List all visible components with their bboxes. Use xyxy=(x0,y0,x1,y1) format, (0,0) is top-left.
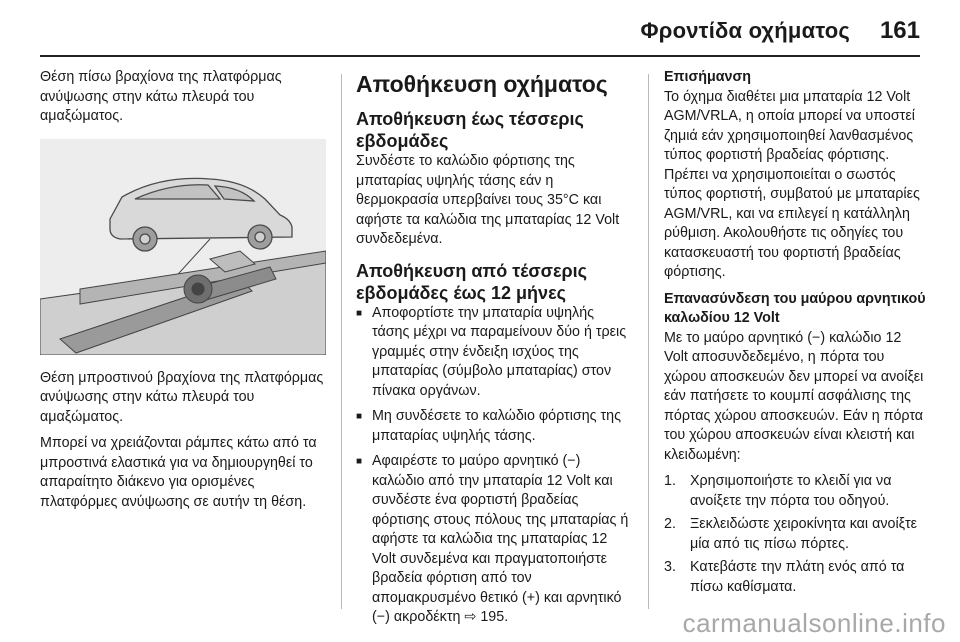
list-item xyxy=(664,558,926,597)
reconnect-text: Με το μαύρο αρνητικό (−) καλώδιο 12 Volt αποσυνδεδεμένο, η πόρτα του χώρου αποσκευών δεν μπορεί να ανοίξει εάν πατήσετε το κουμπί ασφάλισης της πόρτας χώρου αποσκευών. Εάν η πόρτα του χώρου αποσκευών είναι κλειστή και κλειδωμένη: xyxy=(664,329,924,463)
step-number: 2. xyxy=(664,516,676,532)
list-item xyxy=(664,472,926,511)
column-right xyxy=(664,68,926,601)
storage-twelve-months-heading: Αποθήκευση από τέσσερις εβδομάδες έως 12 μήνες xyxy=(356,260,588,303)
list-item: ■ Αφαιρέστε το μαύρο αρνητικό (−) καλώδιο από την μπαταρία 12 Volt και συνδέστε ένα φορτιστή βραδείας φόρτισης στους πόλους της μπαταρίας ή αφήστε τα καλώδια της μπαταρίας 12 Volt συνδεμένα και πραγματοποιήστε βραδεία φόρτιση από τον απομακρυσμένο θετικό (+) και αρνητικό (−) ακροδέκτη ⇨ 195. xyxy=(356,452,632,628)
list-item: ■ Αποφορτίστε την μπαταρία υψηλής τάσης μέχρι να παραμείνουν δύο ή τρεις γραμμές στην ένδειξη ισχύος της μπαταρίας (σύμβολο μπαταρίας) στον πίνακα οργάνων. xyxy=(356,304,632,402)
storage-four-weeks-text: Συνδέστε το καλώδιο φόρτισης της μπαταρίας υψηλής τάσης εάν η θερμοκρασία υπερβαίνει τους 35°C και αφήστε τα καλώδια της μπαταρίας 12 Volt συνδεδεμένα. xyxy=(356,153,620,247)
reconnect-steps-list xyxy=(664,472,926,597)
list-item: ■ Μη συνδέσετε το καλώδιο φόρτισης της μπαταρίας υψηλής τάσης. xyxy=(356,407,632,446)
section-title: Φροντίδα οχήματος xyxy=(640,18,850,43)
watermark: carmanualsonline.info xyxy=(682,608,946,638)
header-rule xyxy=(40,55,920,57)
step-number: 1. xyxy=(664,473,676,489)
page-number: 161 xyxy=(879,17,920,44)
column-middle xyxy=(356,68,632,634)
column-divider xyxy=(648,74,649,609)
column-left xyxy=(40,68,326,519)
step-text: Χρησιμοποιήστε το κλειδί για να ανοίξετε την πόρτα του οδηγού. xyxy=(690,473,892,509)
reconnect-heading: Επανασύνδεση του μαύρου αρνητικού καλωδίου 12 Volt xyxy=(664,290,926,326)
list-item xyxy=(664,515,926,554)
ramps-note: Μπορεί να χρειάζονται ράμπες κάτω από τα μπροστινά ελαστικά για να δημιουργηθεί το απαραίτητο διάκενο για ορισμένες πλατφόρμες ανύψωσης σε αυτήν τη θέση. xyxy=(40,435,317,510)
rear-arm-caption: Θέση πίσω βραχίονα της πλατφόρμας ανύψωσης στην κάτω πλευρά του αμαξώματος. xyxy=(40,69,282,124)
step-text: Ξεκλειδώστε χειροκίνητα και ανοίξτε μία από τις πίσω πόρτες. xyxy=(690,516,918,552)
lift-point-illustration xyxy=(40,139,326,355)
step-number: 3. xyxy=(664,559,676,575)
note-text: Το όχημα διαθέτει μια μπαταρία 12 Volt AGM/VRLA, η οποία μπορεί να υποστεί ζημιά εάν χρησιμοποιηθεί λανθασμένος τύπος φορτιστή βραδείας φόρτισης. Πρέπει να χρησιμοποιείται ο σωστός τύπος φορτιστή, συμβατού με μπαταρίες AGM/VRL, και να επιλεγεί η κατάλληλη ρύθμιση. Ακολουθήστε τις οδηγίες του κατασκευαστή του φορτιστή βραδείας φόρτισης. xyxy=(664,88,920,280)
step-text: Κατεβάστε την πλάτη ενός από τα πίσω καθίσματα. xyxy=(690,559,905,595)
vehicle-storage-heading: Αποθήκευση οχήματος xyxy=(356,71,608,97)
storage-four-weeks-heading: Αποθήκευση έως τέσσερις εβδομάδες xyxy=(356,109,584,151)
note-title: Επισήμανση xyxy=(664,69,751,85)
column-divider xyxy=(341,74,342,609)
front-arm-caption: Θέση μπροστινού βραχίονα της πλατφόρμας ανύψωσης στην κάτω πλευρά του αμαξώματος. xyxy=(40,369,324,425)
storage-steps-list xyxy=(356,304,632,628)
